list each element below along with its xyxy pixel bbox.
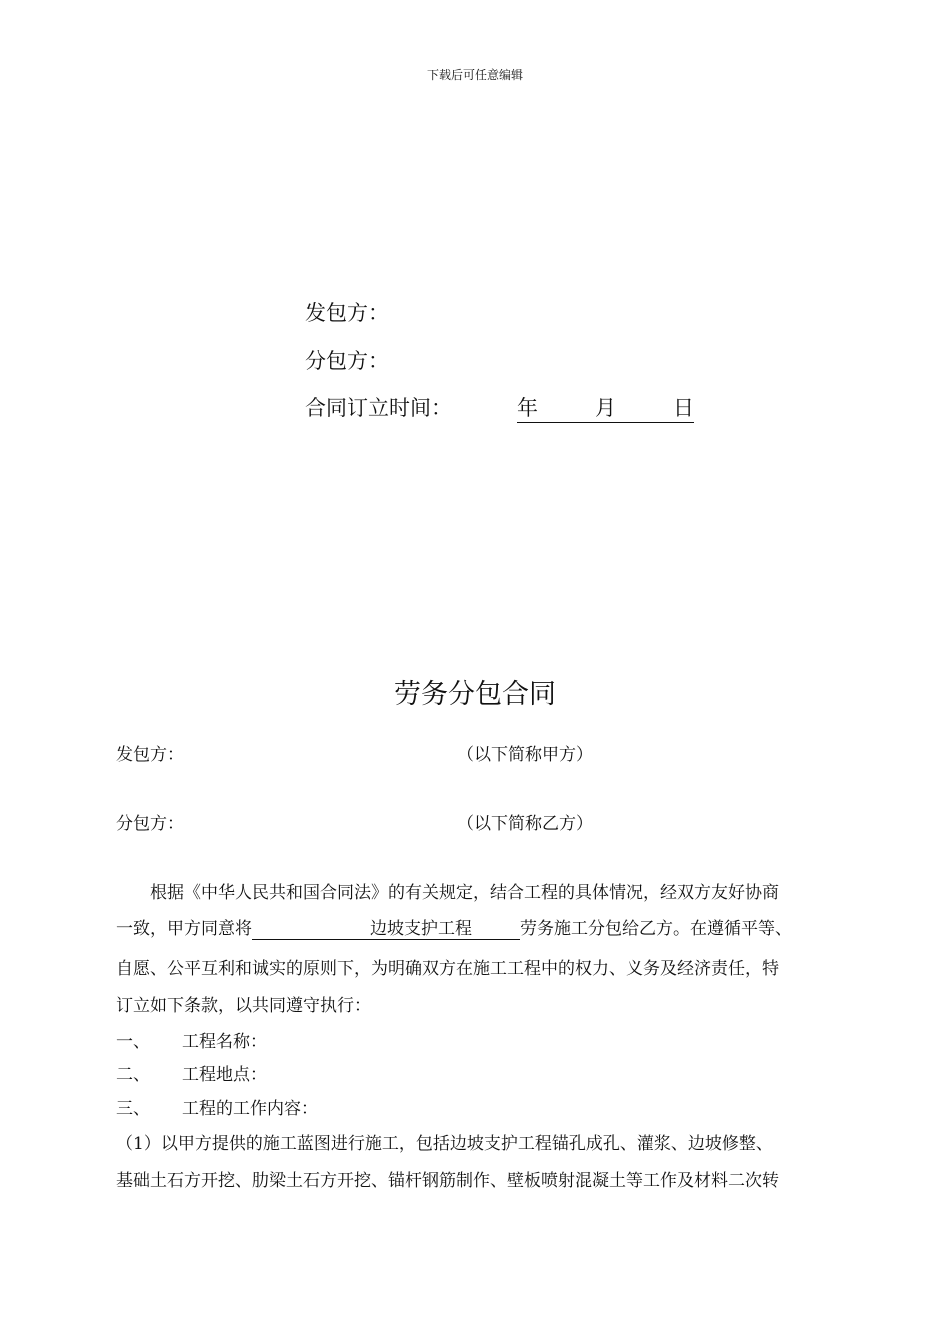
project-name: 边坡支护工程 <box>370 919 472 939</box>
section-1 <box>116 1027 267 1052</box>
section-3-label: 工程的工作内容： <box>182 1099 318 1119</box>
party-a-label: 发包方： <box>116 745 184 765</box>
intro-line-2 <box>116 914 792 940</box>
document-title: 劳务分包合同 <box>394 679 556 710</box>
section-3-num: 三、 <box>116 1099 150 1119</box>
party-b-label: 分包方： <box>116 814 184 834</box>
party-a-alias: （以下简称甲方） <box>457 745 593 765</box>
date-year: 年 <box>517 396 538 420</box>
section-2-label: 工程地点： <box>182 1065 267 1085</box>
header-note: 下载后可任意编辑 <box>426 68 523 82</box>
intro-line-2-prefix: 一致，甲方同意将 <box>116 919 252 939</box>
intro-line-2-suffix: 劳务施工分包给乙方。在遵循平等、 <box>520 919 792 939</box>
project-name-blank <box>252 914 520 940</box>
cover-date-blank <box>517 392 694 423</box>
section-2 <box>116 1060 267 1085</box>
party-b-alias: （以下简称乙方） <box>457 814 593 834</box>
section-1-label: 工程名称： <box>182 1032 267 1052</box>
date-month: 月 <box>595 396 616 420</box>
section-1-num: 一、 <box>116 1032 150 1052</box>
section-3 <box>116 1094 318 1119</box>
intro-line-3: 自愿、公平互利和诚实的原则下，为明确双方在施工工程中的权力、义务及经济责任，特 <box>116 959 779 979</box>
date-day: 日 <box>673 396 694 420</box>
intro-line-1: 根据《中华人民共和国合同法》的有关规定，结合工程的具体情况，经双方友好协商 <box>150 883 779 903</box>
content-line-2: 基础土石方开挖、肋梁土石方开挖、锚杆钢筋制作、壁板喷射混凝土等工作及材料二次转 <box>116 1171 779 1191</box>
section-2-num: 二、 <box>116 1065 150 1085</box>
intro-line-4: 订立如下条款，以共同遵守执行： <box>116 996 371 1016</box>
content-line-1: （1）以甲方提供的施工蓝图进行施工，包括边坡支护工程锚孔成孔、灌浆、边坡修整、 <box>116 1134 773 1154</box>
cover-party-a-label: 发包方： <box>305 301 389 325</box>
cover-party-b-label: 分包方： <box>305 349 389 373</box>
cover-date-label: 合同订立时间： <box>305 396 452 420</box>
